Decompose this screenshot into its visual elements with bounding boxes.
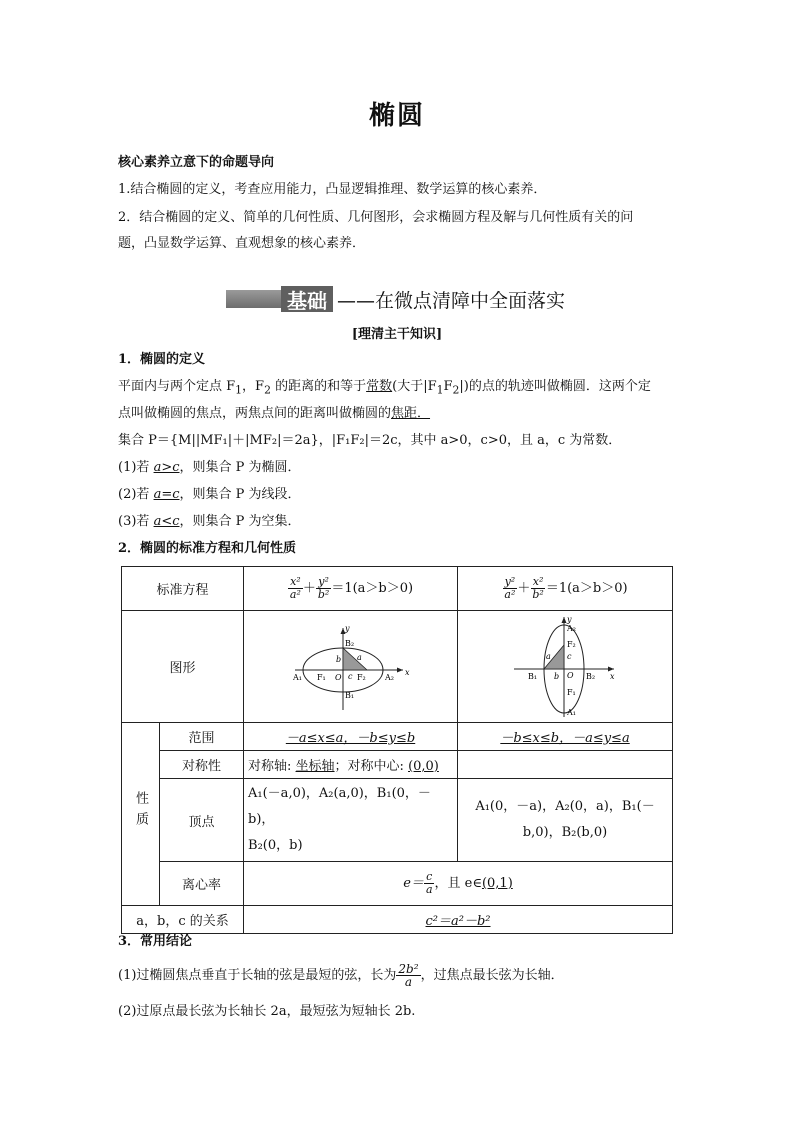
svg-text:b: b (335, 654, 341, 664)
svg-text:O: O (567, 670, 574, 680)
row-label-abc-relation: a，b，c 的关系 (122, 906, 244, 934)
row-label-standard-equation: 标准方程 (122, 567, 244, 611)
vertical-ellipse-diagram (510, 615, 620, 719)
svg-text:A₂: A₂ (567, 623, 576, 633)
svg-text:c: c (347, 671, 352, 681)
s1-definition-line1: 平面内与两个定点 $F_1$，$F_2$ 的距离的和等于常数(大于$|F_1F_2|$)的点的轨迹叫做椭圆．这两个定 (118, 379, 651, 397)
horizontal-ellipse-diagram (291, 622, 411, 712)
svg-text:A₂: A₂ (384, 672, 394, 682)
row-label-figure: 图形 (122, 611, 244, 723)
svg-text:c: c (567, 651, 572, 661)
standard-equation-vertical: $\frac{\text{y²}}{\text{a²}}$ ＋ $\frac{\text{x²}}{\text{b²}}$ ＝1(a＞b＞0) (458, 567, 673, 611)
banner-tag: 基础 (281, 286, 333, 312)
intro-item-2-line2: 题，凸显数学运算、直观想象的核心素养． (118, 236, 366, 251)
row-label-eccentricity: 离心率 (160, 862, 244, 906)
range-vertical: －b≤x≤b，－a≤y≤a (458, 723, 673, 751)
svg-text:B₁: B₁ (344, 690, 354, 700)
svg-text:a: a (356, 652, 362, 662)
s3-conclusion-1: (1)过椭圆焦点垂直于长轴的弦是最短的弦，长为 $\frac{\text{2b²}}{a}$ ，过焦点最长弦为长轴． (118, 962, 564, 989)
row-label-range: 范围 (160, 723, 244, 751)
s1-case-1: (1)若 a>c，则集合 P 为椭圆． (118, 460, 301, 475)
vertex-vertical: A₁(0，－a)，A₂(0，a)，B₁(－ b,0)，B₂(b,0) (458, 779, 673, 862)
svg-text:F₁: F₁ (316, 672, 326, 682)
svg-text:O: O (334, 672, 342, 682)
svg-text:x: x (610, 671, 615, 681)
range-horizontal: －a≤x≤a，－b≤y≤b (244, 723, 458, 751)
svg-text:A₁: A₁ (567, 707, 576, 717)
section-banner (226, 286, 565, 312)
row-label-symmetry: 对称性 (160, 751, 244, 779)
svg-text:F₂: F₂ (567, 639, 576, 649)
intro-heading: 核心素养立意下的命题导向 (118, 155, 275, 170)
page-title: 椭圆 (368, 101, 425, 131)
table-row (122, 751, 673, 779)
svg-text:F₂: F₂ (356, 672, 366, 682)
s1-heading: 1．椭圆的定义 (118, 352, 206, 367)
table-row (122, 567, 673, 611)
intro-item-2-line1: 2．结合椭圆的定义、简单的几何性质、几何图形，会求椭圆方程及解与几何性质有关的问 (118, 210, 634, 225)
intro-item-1: 1.结合椭圆的定义，考查应用能力，凸显逻辑推理、数学运算的核心素养． (118, 182, 547, 197)
s1-case-2: (2)若 a=c，则集合 P 为线段． (118, 487, 301, 502)
svg-text:F₁: F₁ (567, 687, 576, 697)
svg-text:y: y (567, 614, 572, 624)
s1-case-3: (3)若 a<c，则集合 P 为空集． (118, 514, 301, 529)
s3-heading: 3．常用结论 (118, 934, 193, 949)
banner-subtitle: ——在微点清障中全面落实 (337, 289, 566, 312)
symmetry-empty-cell (458, 751, 673, 779)
svg-text:x: x (404, 667, 410, 677)
vertex-horizontal: A₁(－a,0)，A₂(a,0)，B₁(0，－b)， B₂(0，b) (244, 779, 458, 862)
banner-bar (226, 290, 281, 308)
group-label-properties: 性质 (122, 723, 160, 906)
standard-equation-horizontal: $\frac{\text{x²}}{\text{a²}}$ ＋ $\frac{\text{y²}}{\text{b²}}$ ＝1(a＞b＞0) (244, 567, 458, 611)
symmetry-value: 对称轴: 坐标轴；对称中心: (0,0) (244, 751, 458, 779)
ellipse-properties-table (121, 566, 673, 934)
figure-horizontal-ellipse (244, 611, 458, 723)
s3-conclusion-2: (2)过原点最长弦为长轴长 2a，最短弦为短轴长 2b. (118, 1004, 416, 1019)
figure-vertical-ellipse (458, 611, 673, 723)
eccentricity-value: e＝ $\frac{c}{a}$ ，且 e∈(0,1) (244, 862, 673, 906)
svg-text:b: b (554, 671, 560, 681)
svg-text:a: a (546, 651, 551, 661)
svg-text:B₂: B₂ (586, 671, 596, 681)
s1-definition-line2: 点叫做椭圆的焦点，两焦点间的距离叫做椭圆的焦距． (118, 406, 431, 421)
s2-heading: 2．椭圆的标准方程和几何性质 (118, 541, 297, 556)
table-row (122, 611, 673, 723)
svg-text:y: y (344, 623, 350, 633)
row-label-vertex: 顶点 (160, 779, 244, 862)
svg-text:B₁: B₁ (528, 671, 538, 681)
section-label: [理清主干知识] (351, 327, 443, 342)
svg-text:B₂: B₂ (344, 638, 354, 648)
table-row (122, 906, 673, 934)
table-row (122, 723, 673, 751)
abc-relation-value: c²＝a²－b² (244, 906, 673, 934)
s1-set-line: 集合 P＝{M||MF₁|＋|MF₂|＝2a}，|F₁F₂|＝2c，其中 a>0，c>0，且 a，c 为常数． (118, 433, 622, 448)
table-row (122, 862, 673, 906)
table-row (122, 779, 673, 862)
svg-text:A₁: A₁ (292, 672, 302, 682)
